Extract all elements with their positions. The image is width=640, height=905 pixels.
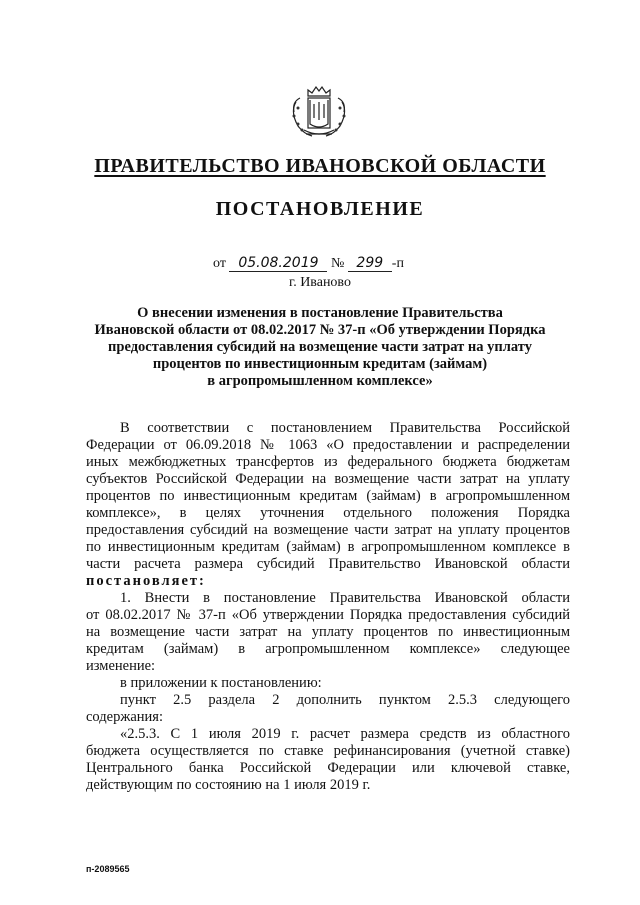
- body-line: от 08.02.2017 № 37-п «Об утверждении Порядка предоставления субсидий: [86, 607, 570, 623]
- body-line: «2.5.3. С 1 июля 2019 г. расчет размера средств из областного: [120, 726, 570, 742]
- body-line: на возмещение части затрат на уплату процентов по инвестиционным: [86, 624, 570, 640]
- body-line: бюджета осуществляется по ставке рефинансирования (учетной ставке): [86, 743, 570, 759]
- document-code: п-2089565: [86, 864, 130, 874]
- body-line: пункт 2.5 раздела 2 дополнить пунктом 2.5.3 следующего: [120, 692, 570, 708]
- body-line: части расчета размера субсидий Правительство Ивановской области: [86, 556, 570, 572]
- body-line: процентов по инвестиционным кредитам (займам) в агропромышленном: [86, 488, 570, 504]
- document-type: ПОСТАНОВЛЕНИЕ: [215, 198, 425, 220]
- date-value: 05.08.2019: [229, 255, 327, 272]
- body-line: предоставления субсидий на возмещение части затрат на уплату процентов: [86, 522, 570, 538]
- date-prefix: от: [213, 256, 226, 271]
- body-line: изменение:: [86, 658, 156, 674]
- subject-line: О внесении изменения в постановление Правительства: [137, 305, 503, 321]
- subject-line: предоставления субсидий на возмещение части затрат на уплату: [108, 339, 532, 355]
- subject-heading: [90, 305, 550, 390]
- body-line: кредитам (займам) в агропромышленном комплексе» следующее: [86, 641, 570, 657]
- subject-line: процентов по инвестиционным кредитам (займам): [152, 356, 488, 372]
- body-line: В соответствии с постановлением Правительства Российской: [120, 420, 570, 436]
- body-line: Федерации от 06.09.2018 № 1063 «О предоставлении и распределении: [86, 437, 570, 453]
- body-line: в приложении к постановлению:: [120, 675, 322, 691]
- date-number-line: [213, 255, 404, 272]
- decree-word: постановляет:: [86, 573, 206, 589]
- body-line: комплексе», в целях уточнения отдельного положения Порядка: [86, 505, 570, 521]
- subject-line: в агропромышленном комплексе»: [207, 373, 433, 389]
- body-line: 1. Внести в постановление Правительства Ивановской области: [120, 590, 570, 606]
- body-line: иных межбюджетных трансфертов из федерального бюджета бюджетам: [86, 454, 570, 470]
- number-prefix: №: [330, 256, 345, 271]
- coat-of-arms-icon: [286, 82, 352, 144]
- body-line: содержания:: [86, 709, 164, 725]
- government-title: ПРАВИТЕЛЬСТВО ИВАНОВСКОЙ ОБЛАСТИ: [94, 155, 546, 177]
- body-line: по инвестиционным кредитам (займам) в агропромышленном комплексе в: [86, 539, 570, 555]
- city: г. Иваново: [289, 275, 351, 290]
- body-line: действующим по состоянию на 1 июля 2019 г.: [86, 777, 371, 793]
- number-value: 299: [348, 255, 392, 272]
- body-line-decree: [86, 573, 570, 590]
- body-line: Центрального банка Российской Федерации или ключевой ставке,: [86, 760, 570, 776]
- document-body: [86, 420, 570, 794]
- number-suffix: -п: [391, 256, 404, 271]
- body-line: субъектов Российской Федерации на возмещение части затрат на уплату: [86, 471, 570, 487]
- subject-line: Ивановской области от 08.02.2017 № 37-п «Об утверждении Порядка: [94, 322, 546, 338]
